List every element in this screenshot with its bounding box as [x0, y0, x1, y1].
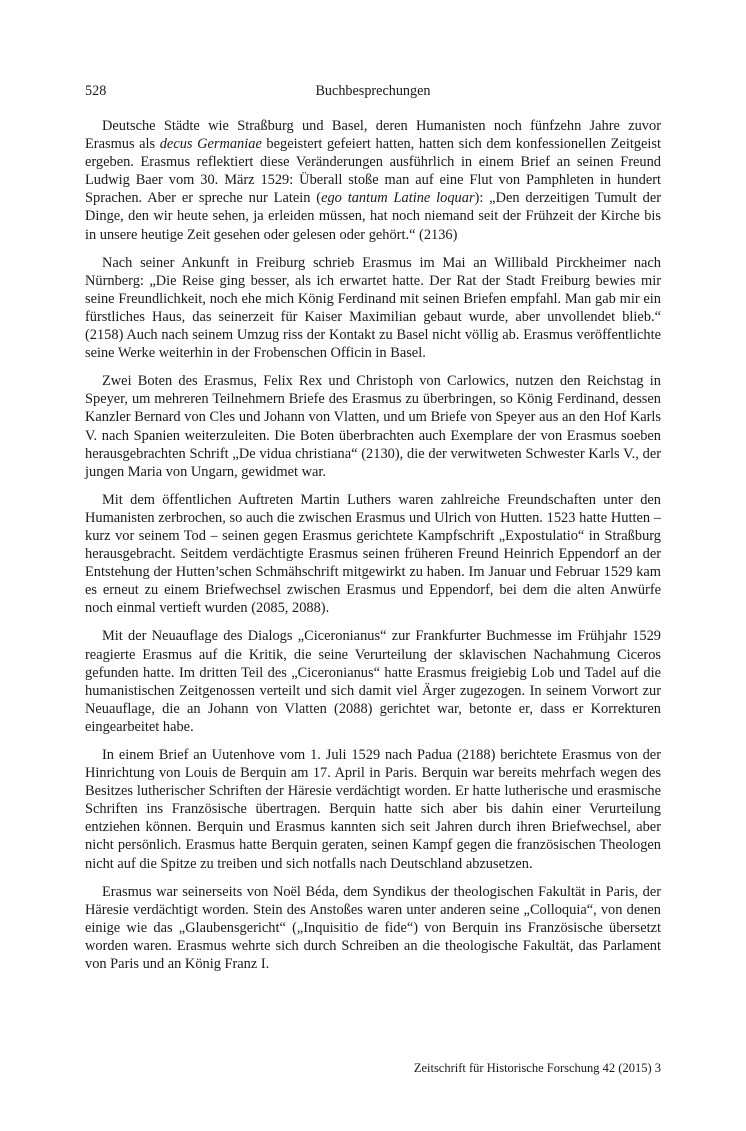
text-segment: ): „Den derzeitigen Tumult der Dinge, den wir heute sehen, ja erleiden müssen, hat noch niemand seit der Frühzeit der Kirche bis in unsere heutige Zeit gesehen oder gelesen oder gehört.“ (2136) — [85, 190, 662, 243]
paragraph — [85, 491, 661, 618]
text-segment: Deutsche Städte wie Straßburg und Basel, deren Humanisten noch fünfzehn Jahre zuvor Erasmus als — [85, 118, 661, 153]
running-header — [85, 83, 661, 103]
text-segment: In einem Brief an Uutenhove vom 1. Juli 1529 nach Padua (2188) berichtete Erasmus von der Hinrichtung von Louis de Berquin am 17. April in Paris. Berquin war bereits mehrfach wegen des Besitzes lutherischer Schriften der Häresie verdächtigt worden. Er hatte lutherische und erasmische Schriften ins Französische übertragen. Berquin hatte sich aber bis dahin einer Verurteilung entziehen können. Berquin und Erasmus kannten sich seit Jahren durch ihren Briefwechsel, aber nicht persönlich. Erasmus hatte Berquin geraten, seinen Kampf gegen die französischen Theologen nicht auf die Spitze zu treiben und sich notfalls nach Deutschland abzusetzen. — [85, 747, 661, 872]
paragraph — [85, 372, 661, 481]
text-segment: Mit dem öffentlichen Auftreten Martin Luthers waren zahlreiche Freundschaften unter den Humanisten zerbrochen, so auch die zwischen Erasmus und Ulrich von Hutten. 1523 hatte Hutten – kurz vor seinem Tod – seinen gegen Erasmus gerichtete Kampfschrift „Expostulatio“ in Straßburg herausgebracht. Seitdem verdächtigte Erasmus seinen früheren Freund Heinrich Eppendorf an der Entstehung der Hutten’schen Schmähschrift mitgewirkt zu haben. Im Januar und Februar 1529 kam es erneut zu einem Briefwechsel zwischen Erasmus und Eppendorf, bei dem die alten Anwürfe noch einmal vertieft wurden (2085, 2088). — [85, 491, 661, 617]
paragraph — [85, 254, 661, 363]
running-title: Buchbesprechungen — [315, 83, 431, 99]
journal-footer: Zeitschrift für Historische Forschung 42 (2015) 3 — [413, 1061, 661, 1075]
text-segment: Mit der Neuauflage des Dialogs „Ciceronianus“ zur Frankfurter Buchmesse im Frühjahr 1529 reagierte Erasmus auf die Kritik, die seine Verurteilung der sklavischen Nachahmung Ciceros gefunden hatte. Im dritten Teil des „Ciceronianus“ hatte Erasmus freigiebig Lob und Tadel auf die humanistischen Zeitgenossen verteilt und sich damit viel Ärger zugezogen. In seinem Vorwort zur Neuauflage, die an Johann von Vlatten (2088) gerichtet war, betonte er, dass er Korrekturen eingearbeitet habe. — [85, 628, 661, 735]
italic-segment: decus Germaniae — [159, 136, 262, 153]
text-segment: Nach seiner Ankunft in Freiburg schrieb Erasmus im Mai an Willibald Pirckheimer nach Nürnberg: „Die Reise ging besser, als ich erwartet hatte. Der Rat der Stadt Freiburg bewies mir seine Freundlichkeit, noch ehe mich König Ferdinand mit seinen Briefen empfahl. Man gab mir ein fürstliches Haus, das seinerzeit für Kaiser Maximilian gebaut wurde, aber unvollendet blieb.“ (2158) Auch nach seinem Umzug riss der Kontakt zu Basel nicht völlig ab. Erasmus veröffentlichte seine Werke weiterhin in der Frobenschen Officin in Basel. — [85, 254, 661, 362]
paragraph — [85, 746, 661, 873]
text-segment: Erasmus war seinerseits von Noël Béda, dem Syndikus der theologischen Fakultät in Paris, der Häresie verdächtigt worden. Stein des Anstoßes waren unter anderen seine „Colloquia“, von denen einige wie das „Glaubensgericht“ („Inquisitio de fide“) von Berquin ins Französische übersetzt worden waren. Erasmus wehrte sich durch Schreiben an die theologische Fakultät, das Parlament von Paris und an König Franz I. — [85, 883, 661, 973]
italic-segment: ego tantum Latine loquar — [321, 190, 475, 207]
paragraph — [85, 117, 661, 244]
paragraph — [85, 883, 661, 973]
article-body — [85, 117, 661, 983]
paragraph — [85, 627, 661, 736]
text-segment: begeistert gefeiert hatten, hatten sich dem konfessionellen Zeitgeist ergeben. Erasmus reflektiert diese Veränderungen ausführlich in einem Brief an seinen Freund Ludwig Baer vom 30. März 1529: Überall stoße man auf eine Flut von Pamphleten in hundert Sprachen. Aber er spreche nur Latein ( — [85, 136, 661, 207]
text-segment: Zwei Boten des Erasmus, Felix Rex und Christoph von Carlowics, nutzen den Reichstag in Speyer, um mehreren Teilnehmern Briefe des Erasmus zu überbringen, so König Ferdinand, dessen Kanzler Bernard von Cles und Johann von Vlatten, und um Briefe von Speyer aus an den Hof Karls V. nach Spanien weiterzuleiten. Die Boten überbrachten auch Exemplare der von Erasmus soeben herausgebrachten Schrift „De vidua christiana“ (2130), die der verwitweten Schwester Karls V., der jungen Maria von Ungarn, gewidmet war. — [85, 373, 661, 480]
page-number: 528 — [85, 83, 107, 99]
